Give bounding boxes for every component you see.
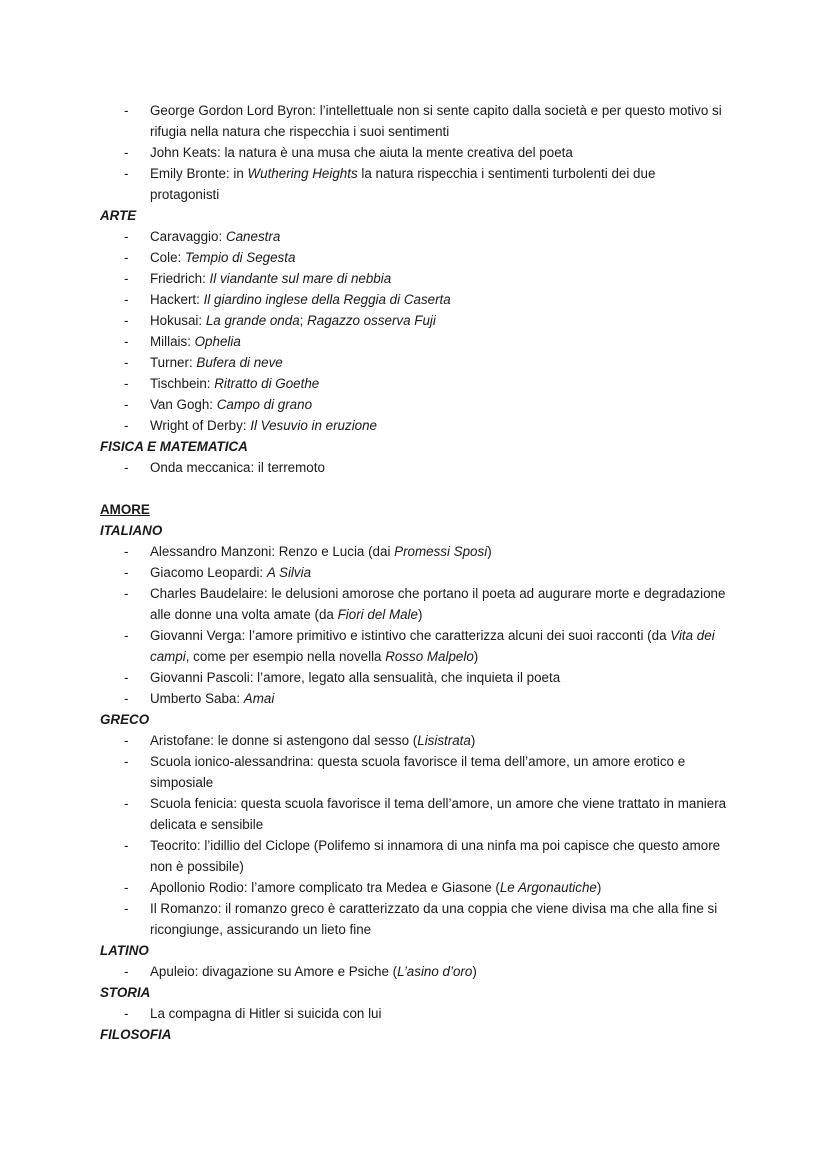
- subject-heading: FISICA E MATEMATICA: [100, 439, 248, 454]
- item-text: Apollonio Rodio: l’amore complicato tra Medea e Giasone (: [150, 880, 500, 895]
- work-title: L’asino d’oro: [397, 964, 473, 979]
- item-text: John Keats: la natura è una musa che aiuta la mente creativa del poeta: [150, 145, 573, 160]
- work-title: Ritratto di Goethe: [214, 376, 320, 391]
- work-title: Amai: [243, 691, 275, 706]
- item-text: Scuola ionico-alessandrina: questa scuola favorisce il tema dell’amore, un amore erotico e simposiale: [150, 754, 686, 790]
- item-text: Hokusai:: [150, 313, 206, 328]
- item-text: Charles Baudelaire: le delusioni amorose che portano il poeta ad augurare morte e degradazione alle donne una volta amate (da: [150, 586, 726, 622]
- item-text: Wright of Derby:: [150, 418, 251, 433]
- bullet-dash: -: [124, 670, 129, 685]
- bullet-dash: -: [124, 544, 129, 559]
- bullet-dash: -: [124, 796, 129, 811]
- subject-heading: LATINO: [100, 943, 149, 958]
- list-item: [100, 457, 728, 478]
- list-item: [100, 625, 728, 667]
- work-title: Tempio di Segesta: [184, 250, 296, 265]
- work-title: Le Argonautiche: [499, 880, 597, 895]
- item-text: Van Gogh:: [150, 397, 217, 412]
- subject-heading: FILOSOFIA: [100, 1027, 172, 1042]
- item-text: Apuleio: divagazione su Amore e Psiche (: [150, 964, 398, 979]
- subject-heading: STORIA: [100, 985, 151, 1000]
- item-text: Tischbein:: [150, 376, 215, 391]
- list-item: [100, 142, 728, 163]
- list-item: [100, 226, 728, 247]
- list-item: [100, 415, 728, 436]
- work-title: Il viandante sul mare di nebbia: [209, 271, 392, 286]
- item-text: Alessandro Manzoni: Renzo e Lucia (dai: [150, 544, 395, 559]
- work-title: La grande onda: [205, 313, 300, 328]
- item-text: Friedrich:: [150, 271, 210, 286]
- list-item: [100, 835, 728, 877]
- list-item: [100, 100, 728, 142]
- work-title: Rosso Malpelo: [385, 649, 474, 664]
- item-text: Scuola fenicia: questa scuola favorisce il tema dell’amore, un amore che viene trattato in maniera delicata e sensibile: [150, 796, 727, 832]
- bullet-dash: -: [124, 376, 129, 391]
- bullet-dash: -: [124, 754, 129, 769]
- bullet-dash: -: [124, 292, 129, 307]
- list-item: [100, 667, 728, 688]
- item-text: ): [596, 880, 602, 895]
- work-title: Promessi Sposi: [394, 544, 488, 559]
- work-title: Fiori del Male: [337, 607, 418, 622]
- list-item: [100, 310, 728, 331]
- item-text: la natura rispecchia i sentimenti turbolenti dei due protagonisti: [150, 166, 656, 202]
- item-text: ): [470, 733, 476, 748]
- bullet-dash: -: [124, 838, 129, 853]
- work-title: A Silvia: [266, 565, 312, 580]
- list-item: [100, 793, 728, 835]
- list-item: [100, 1003, 728, 1024]
- item-text: Aristofane: le donne si astengono dal sesso (: [150, 733, 418, 748]
- list-item: [100, 247, 728, 268]
- subject-heading: GRECO: [100, 712, 150, 727]
- bullet-dash: -: [124, 250, 129, 265]
- list-item: [100, 268, 728, 289]
- item-text: , come per esempio nella novella: [185, 649, 386, 664]
- list-item: [100, 688, 728, 709]
- item-text: Cole:: [150, 250, 185, 265]
- item-text: Giovanni Pascoli: l’amore, legato alla sensualità, che inquieta il poeta: [150, 670, 561, 685]
- bullet-dash: -: [124, 103, 129, 118]
- list-item: [100, 541, 728, 562]
- list-item: [100, 394, 728, 415]
- list-item: [100, 289, 728, 310]
- item-text: George Gordon Lord Byron: l’intellettuale non si sente capito dalla società e per questo motivo si rifugia nella natura che rispecchia i suoi sentimenti: [150, 103, 722, 139]
- item-text: Hackert:: [150, 292, 204, 307]
- bullet-dash: -: [124, 691, 129, 706]
- work-title: Lisistrata: [417, 733, 471, 748]
- work-title: Canestra: [225, 229, 281, 244]
- list-item: [100, 898, 728, 940]
- work-title: Wuthering Heights: [247, 166, 358, 181]
- item-text: Giacomo Leopardi:: [150, 565, 267, 580]
- item-text: Giovanni Verga: l’amore primitivo e istintivo che caratterizza alcuni dei suoi racconti (da: [150, 628, 671, 643]
- work-title: Vita dei campi: [150, 628, 715, 664]
- item-text: ): [417, 607, 423, 622]
- item-text: ): [473, 649, 479, 664]
- work-title: Il Vesuvio in eruzione: [250, 418, 378, 433]
- item-text: Onda meccanica: il terremoto: [150, 460, 325, 475]
- item-text: Caravaggio:: [150, 229, 226, 244]
- item-text: Il Romanzo: il romanzo greco è caratterizzato da una coppia che viene divisa ma che alla fine si ricongiunge, assicurando un lieto fine: [150, 901, 718, 937]
- bullet-dash: -: [124, 1006, 129, 1021]
- work-title: Bufera di neve: [196, 355, 283, 370]
- bullet-dash: -: [124, 397, 129, 412]
- bullet-dash: -: [124, 880, 129, 895]
- bullet-dash: -: [124, 460, 129, 475]
- list-item: [100, 877, 728, 898]
- work-title: Il giardino inglese della Reggia di Caserta: [203, 292, 451, 307]
- bullet-dash: -: [124, 334, 129, 349]
- subject-heading: ITALIANO: [100, 523, 163, 538]
- work-title: Ophelia: [194, 334, 241, 349]
- item-text: Millais:: [150, 334, 195, 349]
- list-item: [100, 730, 728, 751]
- list-item: [100, 331, 728, 352]
- item-text: Emily Bronte: in: [150, 166, 248, 181]
- bullet-dash: -: [124, 586, 129, 601]
- item-text: ): [472, 964, 477, 979]
- list-item: [100, 583, 728, 625]
- item-text: Teocrito: l’idillio del Ciclope (Polifemo si innamora di una ninfa ma poi capisce che questo amore non è possibile): [150, 838, 721, 874]
- bullet-dash: -: [124, 964, 129, 979]
- list-item: [100, 961, 728, 982]
- bullet-dash: -: [124, 733, 129, 748]
- item-text: La compagna di Hitler si suicida con lui: [150, 1006, 382, 1021]
- list-item: [100, 562, 728, 583]
- item-text: Umberto Saba:: [150, 691, 244, 706]
- blank-line: [100, 478, 740, 499]
- list-item: [100, 352, 728, 373]
- bullet-dash: -: [124, 166, 129, 181]
- bullet-dash: -: [124, 355, 129, 370]
- bullet-dash: -: [124, 418, 129, 433]
- item-text: ;: [299, 313, 308, 328]
- bullet-dash: -: [124, 313, 129, 328]
- document-page: [100, 100, 740, 1045]
- bullet-dash: -: [124, 628, 129, 643]
- bullet-dash: -: [124, 565, 129, 580]
- subject-heading: ARTE: [100, 208, 137, 223]
- item-text: Turner:: [150, 355, 197, 370]
- list-item: [100, 751, 728, 793]
- bullet-dash: -: [124, 229, 129, 244]
- bullet-dash: -: [124, 271, 129, 286]
- bullet-dash: -: [124, 901, 129, 916]
- list-item: [100, 163, 728, 205]
- bullet-dash: -: [124, 145, 129, 160]
- section-title: AMORE: [100, 502, 150, 517]
- list-item: [100, 373, 728, 394]
- item-text: ): [487, 544, 492, 559]
- work-title: Ragazzo osserva Fuji: [307, 313, 436, 328]
- work-title: Campo di grano: [216, 397, 313, 412]
